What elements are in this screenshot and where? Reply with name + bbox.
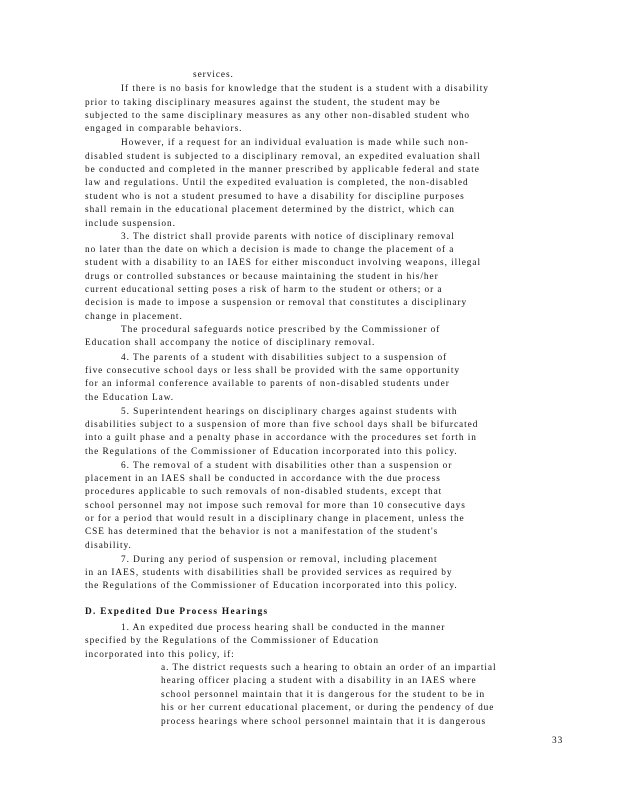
text-line: five consecutive school days or less shall be provided with the same opportunity [85,366,460,376]
text-line: However, if a request for an individual evaluation is made while such non- [121,138,469,148]
text-line: subjected to the same disciplinary measures as any other non-disabled student who [85,111,470,121]
text-line: disabilities subject to a suspension of more than five school days shall be bifurcated [85,420,479,430]
text-line: change in placement. [85,312,183,322]
text-line: 4. The parents of a student with disabilities subject to a suspension of [121,353,448,363]
text-line: be conducted and completed in the manner prescribed by applicable federal and state [85,165,480,175]
text-line: decision is made to impose a suspension or removal that constitutes a disciplinary [85,298,468,308]
text-line: 6. The removal of a student with disabilities other than a suspension or [121,461,453,471]
text-line: drugs or controlled substances or because maintaining the student in his/her [85,272,439,282]
text-line: his or her current educational placement, or during the pendency of due [161,703,495,713]
text-line: If there is no basis for knowledge that the student is a student with a disability [121,84,489,94]
text-line: The procedural safeguards notice prescribed by the Commissioner of [121,325,441,335]
text-line: the Education Law. [85,393,175,403]
text-line: for an informal conference available to parents of non-disabled students under [85,379,450,389]
text-line: include suspension. [85,219,176,229]
text-line: or for a period that would result in a disciplinary change in placement, unless the [85,514,465,524]
text-line: process hearings where school personnel maintain that it is dangerous [161,717,487,727]
text-line: the Regulations of the Commissioner of Education incorporated into this policy. [85,447,458,457]
text-line: engaged in comparable behaviors. [85,124,243,134]
text-line: disability. [85,541,132,551]
text-line: the Regulations of the Commissioner of Education incorporated into this policy. [85,581,458,591]
text-line: 1. An expedited due process hearing shall be conducted in the manner [121,623,446,633]
text-line: specified by the Regulations of the Commissioner of Education [85,636,379,646]
text-line: Education shall accompany the notice of disciplinary removal. [85,338,376,348]
text-line: student who is not a student presumed to have a disability for discipline purposes [85,192,465,202]
text-line: shall remain in the educational placement determined by the district, which can [85,205,455,215]
text-line: into a guilt phase and a penalty phase in accordance with the procedures set forth in [85,433,477,443]
text-line: a. The district requests such a hearing to obtain an order of an impartial [161,663,497,673]
page-number: 33 [552,736,564,746]
text-line: placement in an IAES shall be conducted in accordance with the due process [85,474,441,484]
text-line: 5. Superintendent hearings on disciplinary charges against students with [121,407,458,417]
text-line: procedures applicable to such removals of non-disabled students, except that [85,487,443,497]
text-line: law and regulations. Until the expedited evaluation is completed, the non-disabled [85,178,469,188]
text-line: CSE has determined that the behavior is not a manifestation of the student's [85,527,439,537]
text-line: disabled student is subjected to a disciplinary removal, an expedited evaluation shall [85,152,481,162]
text-line: student with a disability to an IAES for either misconduct involving weapons, illegal [85,258,482,268]
text-line: prior to taking disciplinary measures against the student, the student may be [85,98,441,108]
section-heading: D. Expedited Due Process Hearings [85,607,269,617]
text-line: school personnel maintain that it is dangerous for the student to be in [161,690,486,700]
text-line: current educational setting poses a risk of harm to the student or others; or a [85,285,443,295]
text-line: 7. During any period of suspension or removal, including placement [121,555,438,565]
text-line: 3. The district shall provide parents with notice of disciplinary removal [121,232,455,242]
text-line: school personnel may not impose such removal for more than 10 consecutive days [85,501,466,511]
text-line: no later than the date on which a decision is made to change the placement of a [85,245,455,255]
text-line: hearing officer placing a student with a disability in an IAES where [161,676,477,686]
text-line: in an IAES, students with disabilities shall be provided services as required by [85,568,453,578]
text-line: services. [193,70,234,80]
text-line: incorporated into this policy, if: [85,650,235,660]
